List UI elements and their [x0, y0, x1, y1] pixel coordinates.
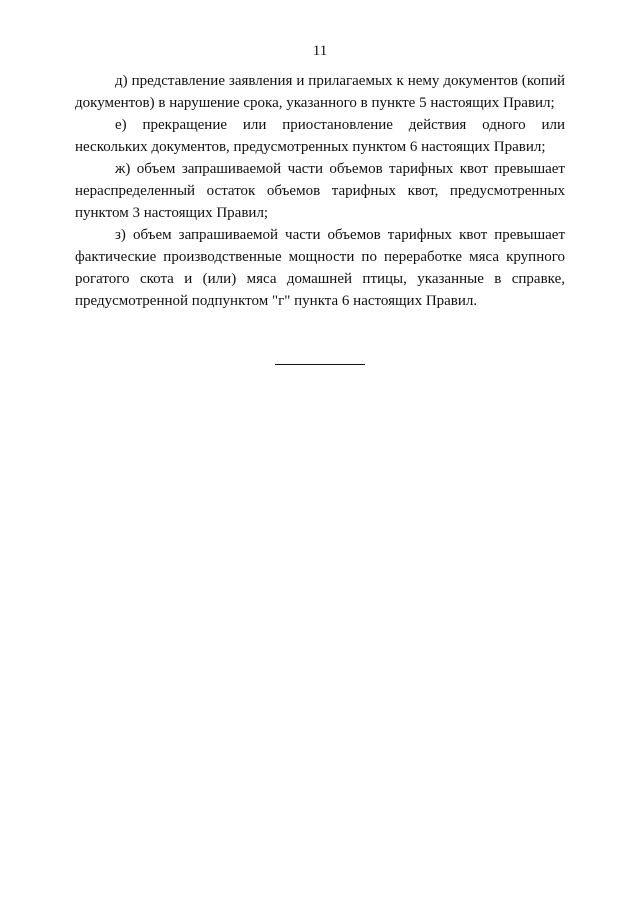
paragraph-zh: ж) объем запрашиваемой части объемов тарифных квот превышает нераспределенный остаток объемов тарифных квот, предусмотренных пунктом 3 настоящих Правил; — [75, 161, 565, 221]
paragraph-z: з) объем запрашиваемой части объемов тарифных квот превышает фактические производственные мощности по переработке мяса крупного рогатого скота и (или) мяса домашней птицы, указанные в справке, предусмотренной подпунктом "г" пункта 6 настоящих Правил. — [75, 227, 565, 309]
page-number: 11 — [312, 43, 328, 59]
paragraph-d: д) представление заявления и прилагаемых к нему документов (копий документов) в нарушение срока, указанного в пункте 5 настоящих Правил; — [75, 73, 565, 111]
paragraph-e: е) прекращение или приостановление действия одного или нескольких документов, предусмотренных пунктом 6 настоящих Правил; — [75, 117, 565, 155]
document-body — [75, 70, 565, 312]
end-of-document-rule — [275, 364, 365, 365]
